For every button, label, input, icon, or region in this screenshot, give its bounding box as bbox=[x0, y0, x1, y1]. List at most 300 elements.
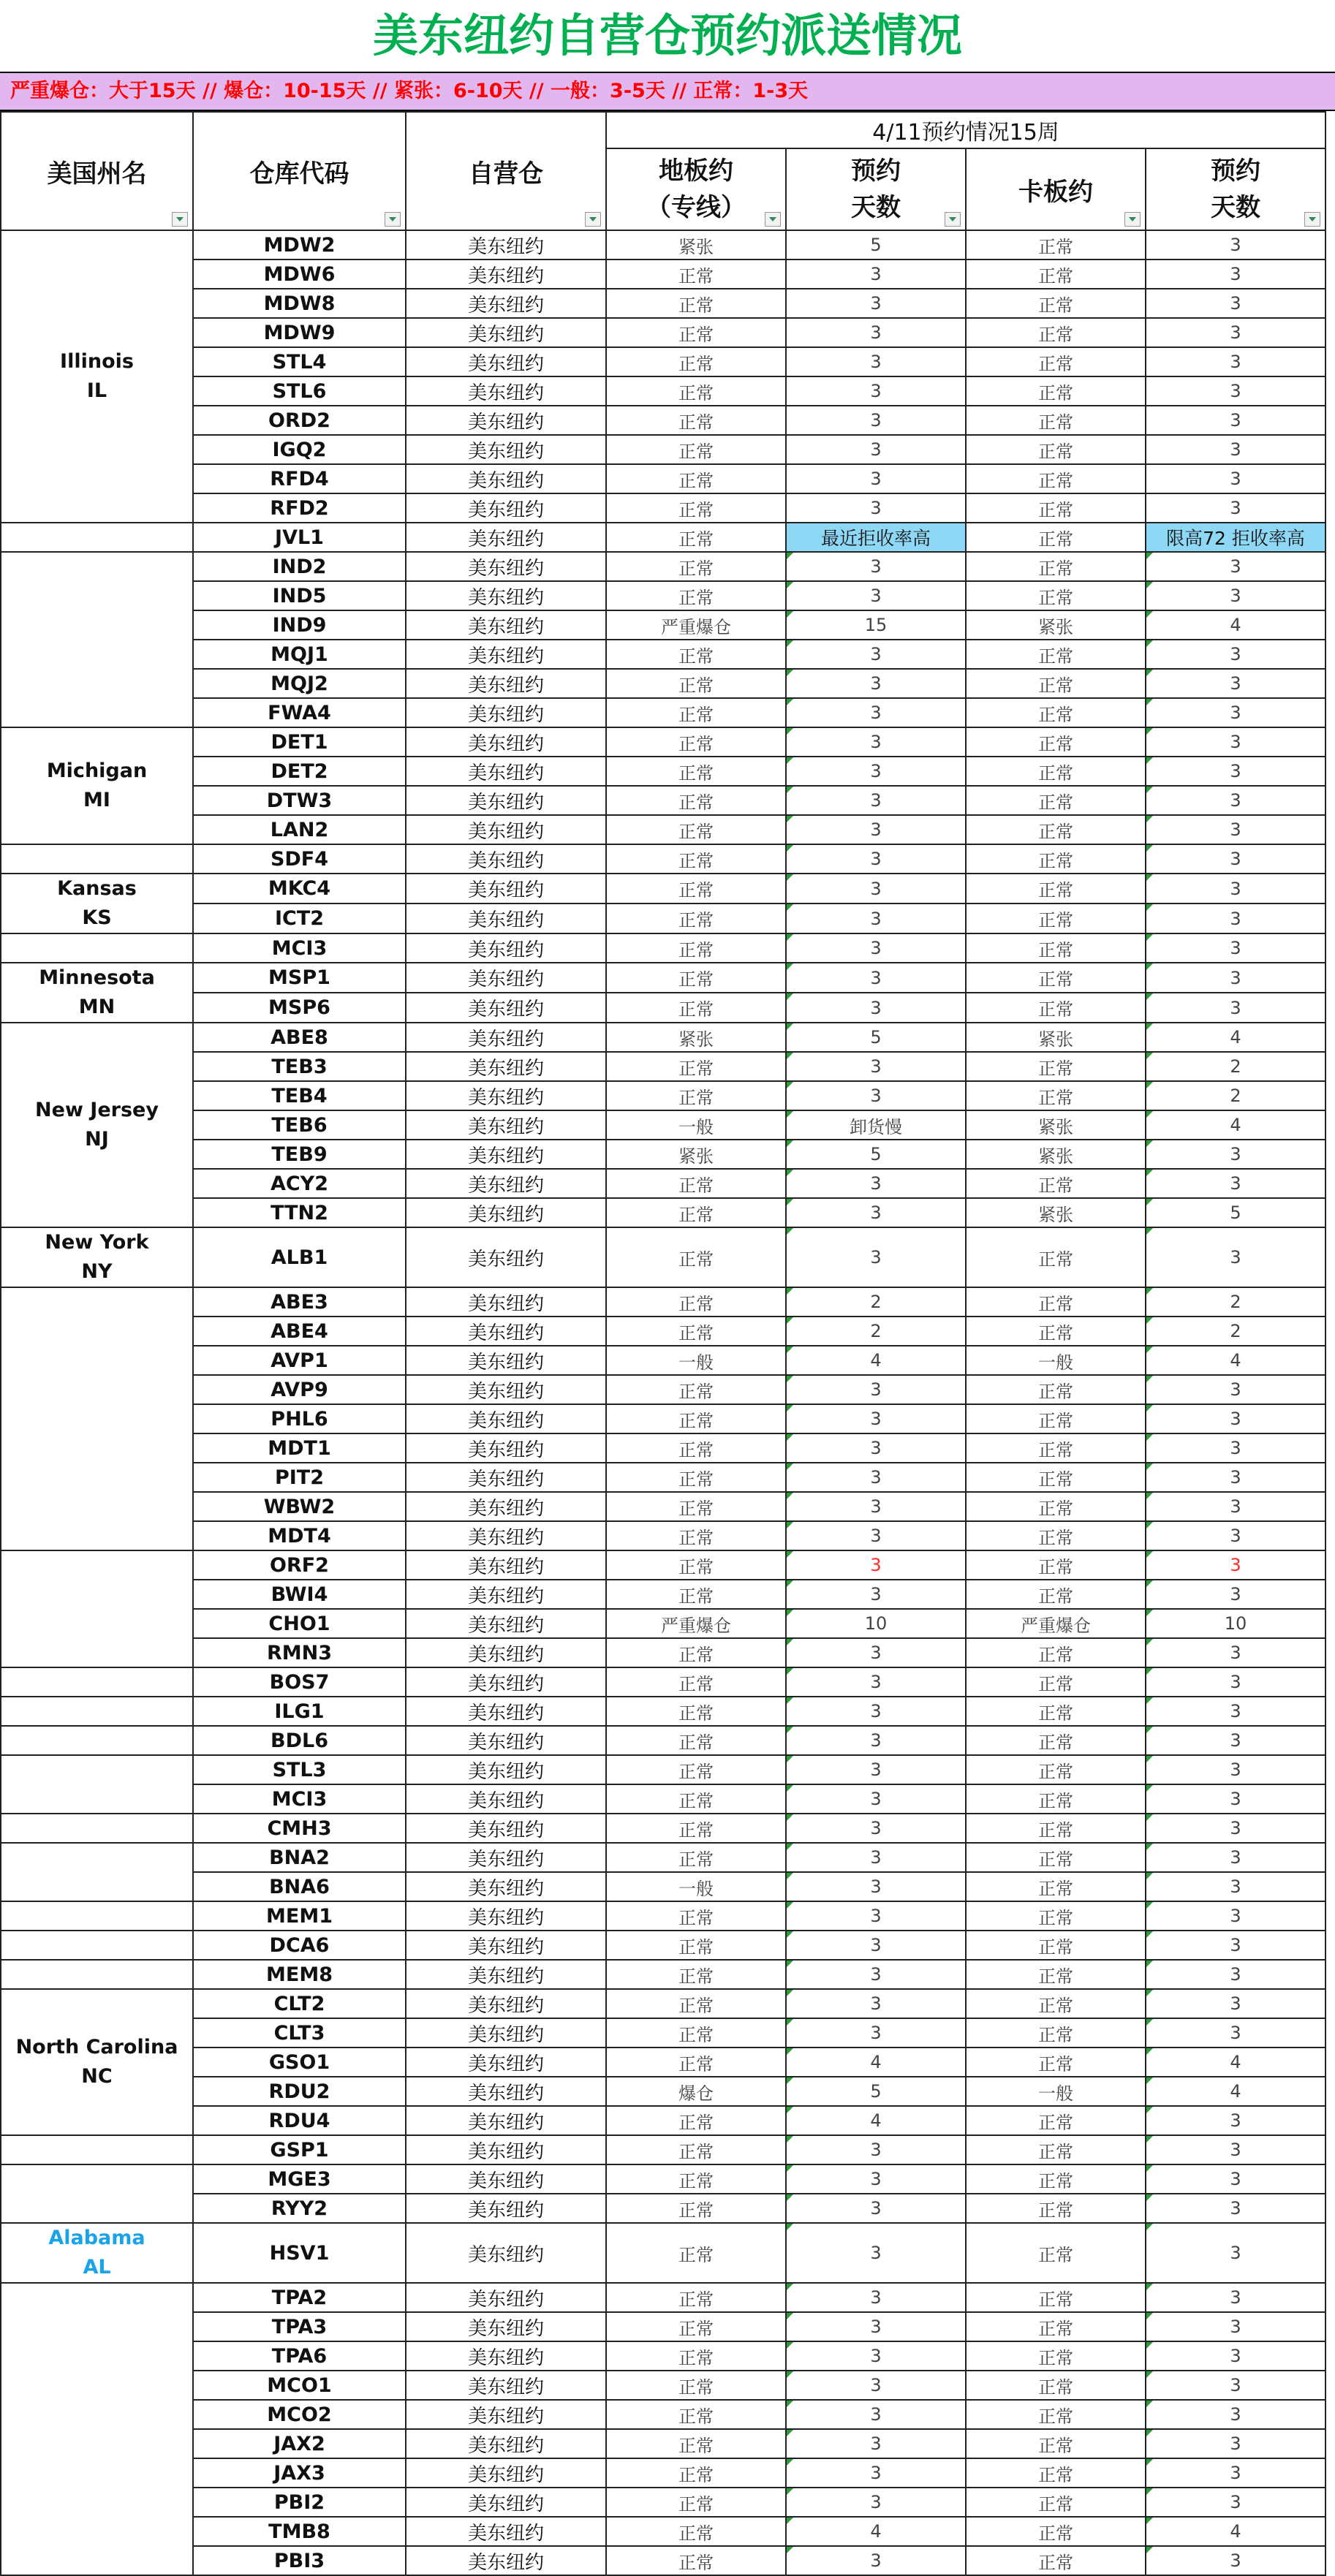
floor-status-cell[interactable]: 正常 bbox=[606, 2371, 786, 2400]
warehouse-name-cell[interactable]: 美东纽约 bbox=[406, 2047, 606, 2077]
pallet-status-cell[interactable]: 正常 bbox=[966, 493, 1146, 523]
pallet-days-cell[interactable]: 3 bbox=[1146, 2283, 1325, 2312]
pallet-days-cell[interactable]: 3 bbox=[1146, 2546, 1325, 2575]
pallet-days-cell[interactable]: 3 bbox=[1146, 1227, 1325, 1287]
pallet-days-cell[interactable]: 3 bbox=[1146, 1697, 1325, 1726]
warehouse-code-cell[interactable]: ALB1 bbox=[193, 1227, 406, 1287]
state-cell[interactable]: North Carolina NC bbox=[1, 1989, 193, 2135]
warehouse-name-cell[interactable]: 美东纽约 bbox=[406, 1872, 606, 1901]
floor-days-cell[interactable]: 3 bbox=[786, 318, 966, 347]
floor-status-cell[interactable]: 一般 bbox=[606, 1110, 786, 1140]
warehouse-name-cell[interactable]: 美东纽约 bbox=[406, 1227, 606, 1287]
floor-days-cell[interactable]: 3 bbox=[786, 376, 966, 406]
warehouse-name-cell[interactable]: 美东纽约 bbox=[406, 1901, 606, 1931]
header-days[interactable] bbox=[786, 148, 966, 230]
pallet-status-cell[interactable]: 紧张 bbox=[966, 610, 1146, 640]
warehouse-name-cell[interactable]: 美东纽约 bbox=[406, 2194, 606, 2223]
warehouse-code-cell[interactable]: TPA6 bbox=[193, 2341, 406, 2371]
warehouse-name-cell[interactable]: 美东纽约 bbox=[406, 2106, 606, 2135]
floor-days-cell[interactable]: 4 bbox=[786, 2047, 966, 2077]
warehouse-name-cell[interactable]: 美东纽约 bbox=[406, 1140, 606, 1169]
pallet-status-cell[interactable]: 正常 bbox=[966, 2371, 1146, 2400]
floor-days-cell[interactable]: 3 bbox=[786, 1667, 966, 1697]
warehouse-name-cell[interactable]: 美东纽约 bbox=[406, 1638, 606, 1667]
warehouse-name-cell[interactable]: 美东纽约 bbox=[406, 1609, 606, 1638]
pallet-status-cell[interactable]: 正常 bbox=[966, 406, 1146, 435]
pallet-days-cell[interactable]: 3 bbox=[1146, 289, 1325, 318]
pallet-status-cell[interactable]: 正常 bbox=[966, 2312, 1146, 2341]
pallet-status-cell[interactable]: 正常 bbox=[966, 1227, 1146, 1287]
state-cell[interactable] bbox=[1, 1814, 193, 1843]
pallet-status-cell[interactable]: 正常 bbox=[966, 230, 1146, 260]
floor-status-cell[interactable]: 正常 bbox=[606, 1081, 786, 1110]
warehouse-code-cell[interactable]: MCI3 bbox=[193, 1784, 406, 1814]
filter-dropdown-icon[interactable] bbox=[172, 212, 188, 227]
pallet-status-cell[interactable]: 正常 bbox=[966, 1638, 1146, 1667]
pallet-status-cell[interactable]: 正常 bbox=[966, 1287, 1146, 1317]
pallet-status-cell[interactable]: 正常 bbox=[966, 933, 1146, 963]
warehouse-name-cell[interactable]: 美东纽约 bbox=[406, 1784, 606, 1814]
floor-status-cell[interactable]: 正常 bbox=[606, 1667, 786, 1697]
pallet-status-cell[interactable]: 正常 bbox=[966, 815, 1146, 844]
pallet-days-cell[interactable]: 2 bbox=[1146, 1317, 1325, 1346]
pallet-days-cell[interactable]: 3 bbox=[1146, 1463, 1325, 1492]
warehouse-code-cell[interactable]: MDT4 bbox=[193, 1521, 406, 1550]
warehouse-code-cell[interactable]: ABE4 bbox=[193, 1317, 406, 1346]
warehouse-name-cell[interactable]: 美东纽约 bbox=[406, 2458, 606, 2488]
pallet-days-cell[interactable]: 3 bbox=[1146, 260, 1325, 289]
state-cell[interactable]: Alabama AL bbox=[1, 2223, 193, 2283]
floor-days-cell[interactable]: 5 bbox=[786, 1023, 966, 1052]
floor-days-cell[interactable]: 3 bbox=[786, 1872, 966, 1901]
warehouse-name-cell[interactable]: 美东纽约 bbox=[406, 523, 606, 552]
pallet-days-cell[interactable]: 3 bbox=[1146, 1550, 1325, 1580]
pallet-days-cell[interactable]: 3 bbox=[1146, 406, 1325, 435]
pallet-status-cell[interactable]: 正常 bbox=[966, 757, 1146, 786]
state-cell[interactable] bbox=[1, 1550, 193, 1667]
warehouse-name-cell[interactable]: 美东纽约 bbox=[406, 610, 606, 640]
floor-days-cell[interactable]: 3 bbox=[786, 2223, 966, 2283]
pallet-days-cell[interactable]: 3 bbox=[1146, 1638, 1325, 1667]
warehouse-name-cell[interactable]: 美东纽约 bbox=[406, 1433, 606, 1463]
floor-status-cell[interactable]: 正常 bbox=[606, 2341, 786, 2371]
warehouse-name-cell[interactable]: 美东纽约 bbox=[406, 1931, 606, 1960]
floor-days-cell[interactable]: 3 bbox=[786, 1227, 966, 1287]
warehouse-name-cell[interactable]: 美东纽约 bbox=[406, 815, 606, 844]
pallet-days-cell[interactable]: 3 bbox=[1146, 2194, 1325, 2223]
warehouse-code-cell[interactable]: TEB6 bbox=[193, 1110, 406, 1140]
pallet-status-cell[interactable]: 正常 bbox=[966, 2164, 1146, 2194]
warehouse-code-cell[interactable]: MDT1 bbox=[193, 1433, 406, 1463]
pallet-days-cell[interactable]: 3 bbox=[1146, 874, 1325, 904]
floor-days-cell[interactable]: 3 bbox=[786, 1960, 966, 1989]
floor-days-cell[interactable]: 3 bbox=[786, 2194, 966, 2223]
pallet-days-cell[interactable]: 3 bbox=[1146, 2429, 1325, 2458]
floor-status-cell[interactable]: 正常 bbox=[606, 1463, 786, 1492]
pallet-status-cell[interactable]: 正常 bbox=[966, 376, 1146, 406]
pallet-days-cell[interactable]: 3 bbox=[1146, 1989, 1325, 2018]
floor-status-cell[interactable]: 正常 bbox=[606, 1227, 786, 1287]
floor-days-cell[interactable]: 3 bbox=[786, 1755, 966, 1784]
pallet-status-cell[interactable]: 正常 bbox=[966, 1580, 1146, 1609]
pallet-status-cell[interactable]: 正常 bbox=[966, 2018, 1146, 2047]
floor-days-cell[interactable]: 3 bbox=[786, 1931, 966, 1960]
floor-status-cell[interactable]: 正常 bbox=[606, 727, 786, 757]
pallet-status-cell[interactable]: 正常 bbox=[966, 2458, 1146, 2488]
floor-status-cell[interactable]: 正常 bbox=[606, 640, 786, 669]
pallet-status-cell[interactable]: 正常 bbox=[966, 289, 1146, 318]
pallet-status-cell[interactable]: 正常 bbox=[966, 1726, 1146, 1755]
state-cell[interactable] bbox=[1, 1931, 193, 1960]
floor-status-cell[interactable]: 正常 bbox=[606, 464, 786, 493]
floor-status-cell[interactable]: 正常 bbox=[606, 1317, 786, 1346]
floor-status-cell[interactable]: 正常 bbox=[606, 260, 786, 289]
floor-days-cell[interactable]: 3 bbox=[786, 2371, 966, 2400]
floor-status-cell[interactable]: 正常 bbox=[606, 2283, 786, 2312]
warehouse-name-cell[interactable]: 美东纽约 bbox=[406, 2223, 606, 2283]
pallet-days-cell[interactable]: 3 bbox=[1146, 2341, 1325, 2371]
pallet-days-cell[interactable]: 3 bbox=[1146, 1404, 1325, 1433]
warehouse-code-cell[interactable]: TEB9 bbox=[193, 1140, 406, 1169]
pallet-status-cell[interactable]: 正常 bbox=[966, 844, 1146, 874]
warehouse-code-cell[interactable]: ABE8 bbox=[193, 1023, 406, 1052]
filter-dropdown-icon[interactable] bbox=[1304, 212, 1320, 227]
warehouse-name-cell[interactable]: 美东纽约 bbox=[406, 2488, 606, 2517]
floor-days-cell[interactable]: 5 bbox=[786, 1140, 966, 1169]
pallet-status-cell[interactable]: 正常 bbox=[966, 2546, 1146, 2575]
warehouse-code-cell[interactable]: MCO1 bbox=[193, 2371, 406, 2400]
warehouse-name-cell[interactable]: 美东纽约 bbox=[406, 844, 606, 874]
pallet-status-cell[interactable]: 正常 bbox=[966, 1843, 1146, 1872]
warehouse-code-cell[interactable]: BDL6 bbox=[193, 1726, 406, 1755]
floor-days-cell[interactable]: 5 bbox=[786, 2077, 966, 2106]
state-cell[interactable]: New York NY bbox=[1, 1227, 193, 1287]
pallet-days-cell[interactable]: 10 bbox=[1146, 1609, 1325, 1638]
pallet-status-cell[interactable]: 正常 bbox=[966, 1463, 1146, 1492]
header-code[interactable] bbox=[193, 112, 406, 230]
floor-status-cell[interactable]: 正常 bbox=[606, 1697, 786, 1726]
pallet-status-cell[interactable]: 正常 bbox=[966, 1755, 1146, 1784]
floor-status-cell[interactable]: 正常 bbox=[606, 786, 786, 815]
floor-days-cell[interactable]: 3 bbox=[786, 435, 966, 464]
warehouse-code-cell[interactable]: ORF2 bbox=[193, 1550, 406, 1580]
pallet-days-cell[interactable]: 3 bbox=[1146, 435, 1325, 464]
floor-status-cell[interactable]: 正常 bbox=[606, 698, 786, 727]
pallet-days-cell[interactable]: 3 bbox=[1146, 2371, 1325, 2400]
warehouse-name-cell[interactable]: 美东纽约 bbox=[406, 260, 606, 289]
pallet-status-cell[interactable]: 正常 bbox=[966, 1433, 1146, 1463]
floor-status-cell[interactable]: 正常 bbox=[606, 1375, 786, 1404]
floor-status-cell[interactable]: 正常 bbox=[606, 1960, 786, 1989]
warehouse-code-cell[interactable]: STL4 bbox=[193, 347, 406, 376]
pallet-status-cell[interactable]: 正常 bbox=[966, 2194, 1146, 2223]
warehouse-code-cell[interactable]: AVP9 bbox=[193, 1375, 406, 1404]
warehouse-code-cell[interactable]: HSV1 bbox=[193, 2223, 406, 2283]
warehouse-name-cell[interactable]: 美东纽约 bbox=[406, 1169, 606, 1198]
floor-days-cell[interactable]: 10 bbox=[786, 1609, 966, 1638]
state-cell[interactable] bbox=[1, 1960, 193, 1989]
floor-days-cell[interactable]: 3 bbox=[786, 552, 966, 581]
warehouse-name-cell[interactable]: 美东纽约 bbox=[406, 581, 606, 610]
floor-status-cell[interactable]: 正常 bbox=[606, 347, 786, 376]
floor-days-cell[interactable]: 3 bbox=[786, 1843, 966, 1872]
warehouse-code-cell[interactable]: MDW6 bbox=[193, 260, 406, 289]
pallet-days-cell[interactable]: 3 bbox=[1146, 376, 1325, 406]
pallet-days-cell[interactable]: 3 bbox=[1146, 1901, 1325, 1931]
warehouse-name-cell[interactable]: 美东纽约 bbox=[406, 1550, 606, 1580]
pallet-status-cell[interactable]: 正常 bbox=[966, 1492, 1146, 1521]
warehouse-code-cell[interactable]: TEB4 bbox=[193, 1081, 406, 1110]
pallet-days-cell[interactable]: 3 bbox=[1146, 2312, 1325, 2341]
pallet-status-cell[interactable]: 严重爆仓 bbox=[966, 1609, 1146, 1638]
floor-status-cell[interactable]: 正常 bbox=[606, 2135, 786, 2164]
floor-status-cell[interactable]: 正常 bbox=[606, 815, 786, 844]
pallet-days-cell[interactable]: 3 bbox=[1146, 1960, 1325, 1989]
warehouse-code-cell[interactable]: MCI3 bbox=[193, 933, 406, 963]
floor-days-cell[interactable]: 3 bbox=[786, 698, 966, 727]
pallet-days-cell[interactable]: 3 bbox=[1146, 904, 1325, 933]
warehouse-name-cell[interactable]: 美东纽约 bbox=[406, 1110, 606, 1140]
warehouse-name-cell[interactable]: 美东纽约 bbox=[406, 2341, 606, 2371]
pallet-days-cell[interactable]: 3 bbox=[1146, 786, 1325, 815]
pallet-status-cell[interactable]: 正常 bbox=[966, 464, 1146, 493]
pallet-days-cell[interactable]: 3 bbox=[1146, 1872, 1325, 1901]
floor-days-cell[interactable]: 3 bbox=[786, 2135, 966, 2164]
pallet-status-cell[interactable]: 正常 bbox=[966, 347, 1146, 376]
floor-status-cell[interactable]: 正常 bbox=[606, 933, 786, 963]
warehouse-code-cell[interactable]: STL6 bbox=[193, 376, 406, 406]
floor-status-cell[interactable]: 爆仓 bbox=[606, 2077, 786, 2106]
filter-dropdown-icon[interactable] bbox=[585, 212, 601, 227]
warehouse-name-cell[interactable]: 美东纽约 bbox=[406, 230, 606, 260]
warehouse-name-cell[interactable]: 美东纽约 bbox=[406, 2077, 606, 2106]
warehouse-code-cell[interactable]: ORD2 bbox=[193, 406, 406, 435]
floor-days-cell[interactable]: 3 bbox=[786, 1492, 966, 1521]
state-cell[interactable] bbox=[1, 2135, 193, 2164]
header-pallet[interactable] bbox=[966, 148, 1146, 230]
floor-days-cell[interactable]: 3 bbox=[786, 1638, 966, 1667]
floor-days-cell[interactable]: 3 bbox=[786, 815, 966, 844]
floor-days-cell[interactable]: 3 bbox=[786, 1463, 966, 1492]
warehouse-name-cell[interactable]: 美东纽约 bbox=[406, 757, 606, 786]
header-state[interactable] bbox=[1, 112, 193, 230]
pallet-status-cell[interactable]: 正常 bbox=[966, 1960, 1146, 1989]
state-cell[interactable] bbox=[1, 844, 193, 874]
floor-status-cell[interactable]: 正常 bbox=[606, 1931, 786, 1960]
floor-days-cell[interactable]: 3 bbox=[786, 1726, 966, 1755]
pallet-days-cell[interactable]: 2 bbox=[1146, 1052, 1325, 1081]
state-cell[interactable] bbox=[1, 1755, 193, 1814]
warehouse-name-cell[interactable]: 美东纽约 bbox=[406, 2283, 606, 2312]
warehouse-code-cell[interactable]: IND2 bbox=[193, 552, 406, 581]
warehouse-code-cell[interactable]: DTW3 bbox=[193, 786, 406, 815]
warehouse-name-cell[interactable]: 美东纽约 bbox=[406, 993, 606, 1023]
floor-days-cell[interactable]: 3 bbox=[786, 933, 966, 963]
warehouse-code-cell[interactable]: GSO1 bbox=[193, 2047, 406, 2077]
state-cell[interactable]: Kansas KS bbox=[1, 874, 193, 933]
floor-status-cell[interactable]: 正常 bbox=[606, 904, 786, 933]
floor-status-cell[interactable]: 一般 bbox=[606, 1346, 786, 1375]
pallet-days-cell[interactable]: 3 bbox=[1146, 2106, 1325, 2135]
warehouse-name-cell[interactable]: 美东纽约 bbox=[406, 2135, 606, 2164]
state-cell[interactable] bbox=[1, 1667, 193, 1697]
pallet-status-cell[interactable]: 正常 bbox=[966, 1697, 1146, 1726]
floor-status-cell[interactable]: 正常 bbox=[606, 1580, 786, 1609]
warehouse-code-cell[interactable]: RFD2 bbox=[193, 493, 406, 523]
warehouse-name-cell[interactable]: 美东纽约 bbox=[406, 2164, 606, 2194]
warehouse-name-cell[interactable]: 美东纽约 bbox=[406, 963, 606, 993]
state-cell[interactable] bbox=[1, 2164, 193, 2223]
warehouse-code-cell[interactable]: JVL1 bbox=[193, 523, 406, 552]
floor-status-cell[interactable]: 正常 bbox=[606, 1784, 786, 1814]
pallet-days-cell[interactable]: 3 bbox=[1146, 757, 1325, 786]
warehouse-code-cell[interactable]: BNA2 bbox=[193, 1843, 406, 1872]
floor-days-cell[interactable]: 3 bbox=[786, 260, 966, 289]
pallet-days-cell[interactable]: 4 bbox=[1146, 1346, 1325, 1375]
pallet-status-cell[interactable]: 正常 bbox=[966, 1784, 1146, 1814]
warehouse-code-cell[interactable]: RDU2 bbox=[193, 2077, 406, 2106]
state-cell[interactable]: Illinois IL bbox=[1, 230, 193, 523]
pallet-status-cell[interactable]: 正常 bbox=[966, 1521, 1146, 1550]
state-cell[interactable] bbox=[1, 2283, 193, 2575]
warehouse-name-cell[interactable]: 美东纽约 bbox=[406, 640, 606, 669]
pallet-days-cell[interactable]: 4 bbox=[1146, 2047, 1325, 2077]
header-days2[interactable] bbox=[1146, 148, 1325, 230]
pallet-days-cell[interactable]: 3 bbox=[1146, 1580, 1325, 1609]
warehouse-code-cell[interactable]: MDW2 bbox=[193, 230, 406, 260]
floor-days-cell[interactable]: 3 bbox=[786, 1901, 966, 1931]
floor-days-cell[interactable]: 3 bbox=[786, 493, 966, 523]
state-cell[interactable] bbox=[1, 552, 193, 727]
pallet-status-cell[interactable]: 一般 bbox=[966, 2077, 1146, 2106]
floor-days-cell[interactable]: 3 bbox=[786, 2400, 966, 2429]
warehouse-code-cell[interactable]: MDW9 bbox=[193, 318, 406, 347]
pallet-days-cell[interactable]: 3 bbox=[1146, 1814, 1325, 1843]
warehouse-name-cell[interactable]: 美东纽约 bbox=[406, 904, 606, 933]
warehouse-name-cell[interactable]: 美东纽约 bbox=[406, 2312, 606, 2341]
filter-dropdown-icon[interactable] bbox=[385, 212, 401, 227]
warehouse-code-cell[interactable]: IND9 bbox=[193, 610, 406, 640]
pallet-status-cell[interactable]: 正常 bbox=[966, 260, 1146, 289]
warehouse-code-cell[interactable]: PHL6 bbox=[193, 1404, 406, 1433]
warehouse-name-cell[interactable]: 美东纽约 bbox=[406, 669, 606, 698]
pallet-status-cell[interactable]: 正常 bbox=[966, 1989, 1146, 2018]
state-cell[interactable]: New Jersey NJ bbox=[1, 1023, 193, 1227]
warehouse-name-cell[interactable]: 美东纽约 bbox=[406, 1081, 606, 1110]
warehouse-code-cell[interactable]: ICT2 bbox=[193, 904, 406, 933]
warehouse-name-cell[interactable]: 美东纽约 bbox=[406, 1346, 606, 1375]
floor-status-cell[interactable]: 正常 bbox=[606, 2164, 786, 2194]
floor-days-cell[interactable]: 3 bbox=[786, 2312, 966, 2341]
floor-status-cell[interactable]: 正常 bbox=[606, 874, 786, 904]
warehouse-name-cell[interactable]: 美东纽约 bbox=[406, 1697, 606, 1726]
pallet-days-cell[interactable]: 3 bbox=[1146, 230, 1325, 260]
floor-days-cell[interactable]: 3 bbox=[786, 757, 966, 786]
pallet-days-cell[interactable]: 5 bbox=[1146, 1198, 1325, 1227]
warehouse-code-cell[interactable]: CHO1 bbox=[193, 1609, 406, 1638]
floor-days-cell[interactable]: 3 bbox=[786, 904, 966, 933]
pallet-days-cell[interactable]: 3 bbox=[1146, 698, 1325, 727]
warehouse-code-cell[interactable]: JAX3 bbox=[193, 2458, 406, 2488]
warehouse-name-cell[interactable]: 美东纽约 bbox=[406, 406, 606, 435]
warehouse-name-cell[interactable]: 美东纽约 bbox=[406, 1667, 606, 1697]
warehouse-code-cell[interactable]: MGE3 bbox=[193, 2164, 406, 2194]
warehouse-code-cell[interactable]: FWA4 bbox=[193, 698, 406, 727]
pallet-status-cell[interactable]: 正常 bbox=[966, 1169, 1146, 1198]
floor-status-cell[interactable]: 正常 bbox=[606, 1550, 786, 1580]
warehouse-code-cell[interactable]: SDF4 bbox=[193, 844, 406, 874]
floor-days-cell[interactable]: 3 bbox=[786, 640, 966, 669]
floor-days-cell[interactable]: 3 bbox=[786, 2164, 966, 2194]
floor-status-cell[interactable]: 正常 bbox=[606, 993, 786, 1023]
floor-days-cell[interactable]: 3 bbox=[786, 786, 966, 815]
floor-status-cell[interactable]: 正常 bbox=[606, 318, 786, 347]
pallet-days-cell[interactable]: 3 bbox=[1146, 640, 1325, 669]
floor-status-cell[interactable]: 正常 bbox=[606, 1198, 786, 1227]
pallet-days-cell[interactable]: 3 bbox=[1146, 2018, 1325, 2047]
pallet-status-cell[interactable]: 正常 bbox=[966, 874, 1146, 904]
pallet-status-cell[interactable]: 正常 bbox=[966, 904, 1146, 933]
warehouse-code-cell[interactable]: TPA3 bbox=[193, 2312, 406, 2341]
floor-days-cell[interactable]: 3 bbox=[786, 2429, 966, 2458]
floor-status-cell[interactable]: 正常 bbox=[606, 1755, 786, 1784]
warehouse-name-cell[interactable]: 美东纽约 bbox=[406, 2517, 606, 2546]
warehouse-name-cell[interactable]: 美东纽约 bbox=[406, 1814, 606, 1843]
floor-days-cell[interactable]: 2 bbox=[786, 1287, 966, 1317]
pallet-status-cell[interactable]: 正常 bbox=[966, 993, 1146, 1023]
pallet-days-cell[interactable]: 3 bbox=[1146, 2135, 1325, 2164]
floor-status-cell[interactable]: 正常 bbox=[606, 2106, 786, 2135]
warehouse-name-cell[interactable]: 美东纽约 bbox=[406, 1375, 606, 1404]
pallet-status-cell[interactable]: 正常 bbox=[966, 963, 1146, 993]
pallet-days-cell[interactable]: 3 bbox=[1146, 464, 1325, 493]
floor-status-cell[interactable]: 正常 bbox=[606, 552, 786, 581]
warehouse-code-cell[interactable]: GSP1 bbox=[193, 2135, 406, 2164]
pallet-days-cell[interactable]: 3 bbox=[1146, 727, 1325, 757]
floor-status-cell[interactable]: 正常 bbox=[606, 1989, 786, 2018]
warehouse-code-cell[interactable]: ILG1 bbox=[193, 1697, 406, 1726]
floor-status-cell[interactable]: 正常 bbox=[606, 581, 786, 610]
warehouse-code-cell[interactable]: LAN2 bbox=[193, 815, 406, 844]
pallet-days-cell[interactable]: 3 bbox=[1146, 1931, 1325, 1960]
floor-days-cell[interactable]: 3 bbox=[786, 1784, 966, 1814]
floor-status-cell[interactable]: 正常 bbox=[606, 1169, 786, 1198]
pallet-status-cell[interactable]: 正常 bbox=[966, 2047, 1146, 2077]
pallet-status-cell[interactable]: 正常 bbox=[966, 552, 1146, 581]
floor-status-cell[interactable]: 正常 bbox=[606, 844, 786, 874]
floor-days-cell[interactable]: 3 bbox=[786, 727, 966, 757]
pallet-days-cell[interactable]: 3 bbox=[1146, 347, 1325, 376]
floor-status-cell[interactable]: 一般 bbox=[606, 1872, 786, 1901]
pallet-days-cell[interactable]: 4 bbox=[1146, 2517, 1325, 2546]
pallet-days-cell[interactable]: 4 bbox=[1146, 2077, 1325, 2106]
floor-days-cell[interactable]: 4 bbox=[786, 2517, 966, 2546]
pallet-days-cell[interactable]: 3 bbox=[1146, 933, 1325, 963]
pallet-days-cell[interactable]: 3 bbox=[1146, 2400, 1325, 2429]
warehouse-name-cell[interactable]: 美东纽约 bbox=[406, 376, 606, 406]
floor-status-cell[interactable]: 正常 bbox=[606, 2400, 786, 2429]
pallet-status-cell[interactable]: 正常 bbox=[966, 318, 1146, 347]
warehouse-name-cell[interactable]: 美东纽约 bbox=[406, 1843, 606, 1872]
floor-status-cell[interactable]: 正常 bbox=[606, 435, 786, 464]
floor-status-cell[interactable]: 严重爆仓 bbox=[606, 1609, 786, 1638]
warehouse-name-cell[interactable]: 美东纽约 bbox=[406, 552, 606, 581]
floor-status-cell[interactable]: 正常 bbox=[606, 289, 786, 318]
pallet-days-cell[interactable]: 2 bbox=[1146, 1081, 1325, 1110]
floor-days-cell[interactable]: 3 bbox=[786, 347, 966, 376]
warehouse-code-cell[interactable]: ACY2 bbox=[193, 1169, 406, 1198]
warehouse-code-cell[interactable]: DCA6 bbox=[193, 1931, 406, 1960]
